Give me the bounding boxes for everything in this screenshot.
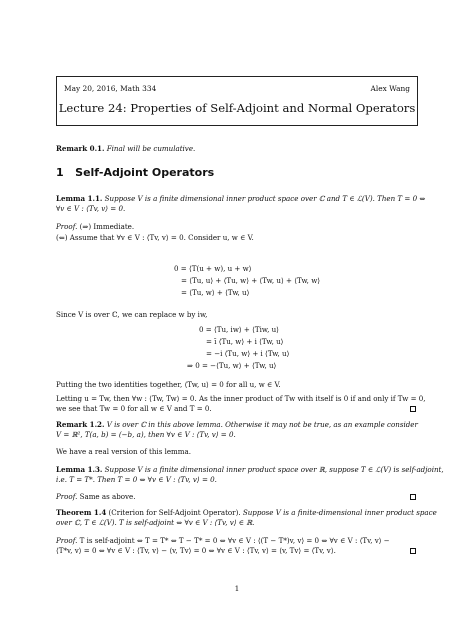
proof-1-line1 (56, 222, 134, 231)
proof-1-forward: (⇒) Immediate. (79, 222, 135, 231)
proof-1-line3: Since V is over ℂ, we can replace w by iw, (56, 310, 208, 319)
proof-3-text: T is self-adjoint ⇔ T = T* ⇔ T − T* = 0 ⇔ ∀v ∈ V : ⟨(T − T*)v, v⟩ = 0 ⇔ ∀v ∈ V : ⟨Tv, v⟩ − (79, 536, 390, 545)
proof-1-line4: Putting the two identities together, ⟨Tw, u⟩ = 0 for all u, w ∈ V. (56, 380, 281, 389)
page-number: 1 (234, 584, 240, 593)
lecture-title: Lecture 24: Properties of Self-Adjoint and Normal Operators (58, 101, 416, 115)
theorem-1-4-statement: Suppose V is a finite-dimensional inner product space (242, 508, 437, 517)
theorem-1-4-line2: over ℂ, T ∈ ℒ(V). T is self-adjoint ⇔ ∀v ∈ V : ⟨Tv, v⟩ ∈ ℝ. (56, 518, 255, 527)
lemma-1-1-line2: ∀v ∈ V : ⟨Tv, v⟩ = 0. (56, 204, 126, 213)
proof-3-label: Proof. (56, 536, 78, 545)
paragraph-real-version: We have a real version of this lemma. (56, 447, 191, 456)
proof-1-line2: (⇐) Assume that ∀v ∈ V : ⟨Tv, v⟩ = 0. Consider u, w ∈ V. (56, 233, 254, 242)
proof-1-label: Proof. (56, 222, 78, 231)
header-date-course: May 20, 2016, Math 334 (64, 84, 157, 93)
remark-1-2-text: V is over ℂ in this above lemma. Otherwise it may not be true, as an example consider (106, 420, 418, 429)
qed-symbol (410, 494, 416, 500)
remark-1-2-line1 (56, 420, 418, 429)
proof-2-label: Proof. (56, 492, 78, 501)
proof-2-text: Same as above. (79, 492, 136, 501)
remark-0-1 (56, 144, 195, 153)
proof-2 (56, 492, 136, 501)
lemma-1-3-line1 (56, 465, 444, 474)
equation-2-row3: = −i ⟨Tu, w⟩ + i ⟨Tw, u⟩ (206, 349, 290, 358)
proof-3-line2: ⟨T*v, v⟩ = 0 ⇔ ∀v ∈ V : ⟨Tv, v⟩ − ⟨v, Tv⟩ = 0 ⇔ ∀v ∈ V : ⟨Tv, v⟩ = ⟨v, Tv⟩ = ⟨Tv, v⟩. (56, 546, 336, 555)
equation-1-row1: 0 = ⟨T(u + w), u + w⟩ (174, 264, 252, 273)
section-title: Self-Adjoint Operators (75, 166, 215, 179)
qed-symbol (410, 548, 416, 554)
lemma-1-3-statement: Suppose V is a finite dimensional inner product space over ℝ, suppose T ∈ ℒ(V) is self-adjoint, (104, 465, 444, 474)
header-author: Alex Wang (370, 84, 410, 93)
proof-1-line5: Letting u = Tw, then ∀w : ⟨Tw, Tw⟩ = 0. As the inner product of Tw with itself is 0 if and only if Tw = 0, (56, 394, 426, 403)
section-heading (56, 166, 214, 179)
equation-1-row3: = ⟨Tu, w⟩ + ⟨Tw, u⟩ (181, 288, 250, 297)
theorem-1-4-label: Theorem 1.4 (56, 508, 107, 517)
remark-1-2-label: Remark 1.2. (56, 420, 105, 429)
qed-symbol (410, 406, 416, 412)
remark-0-1-text: Final will be cumulative. (106, 144, 196, 153)
lemma-1-1-label: Lemma 1.1. (56, 194, 103, 203)
section-number: 1 (56, 166, 64, 179)
equation-1-row2: = ⟨Tu, u⟩ + ⟨Tu, w⟩ + ⟨Tw, u⟩ + ⟨Tw, w⟩ (181, 276, 321, 285)
lecture-header-box (56, 76, 418, 126)
equation-2-row1: 0 = ⟨Tu, iw⟩ + ⟨Tiw, u⟩ (199, 325, 279, 334)
equation-2-row2: = ī ⟨Tu, w⟩ + i ⟨Tw, u⟩ (206, 337, 284, 346)
theorem-1-4-line1 (56, 508, 437, 517)
theorem-1-4-name: (Criterion for Self-Adjoint Operator). (108, 508, 241, 517)
proof-3-line1 (56, 536, 390, 545)
remark-0-1-label: Remark 0.1. (56, 144, 105, 153)
lemma-1-3-label: Lemma 1.3. (56, 465, 103, 474)
proof-1-line6: we see that Tw = 0 for all w ∈ V and T = 0. (56, 404, 212, 413)
lemma-1-1-statement: Suppose V is a finite dimensional inner product space over ℂ and T ∈ ℒ(V). Then T = 0 ⇔ (104, 194, 426, 203)
lemma-1-3-line2: i.e. T = T*. Then T = 0 ⇔ ∀v ∈ V : ⟨Tv, v⟩ = 0. (56, 475, 217, 484)
equation-2-row4: ⇒ 0 = −⟨Tu, w⟩ + ⟨Tw, u⟩ (187, 361, 277, 370)
lemma-1-1-line1 (56, 194, 425, 203)
remark-1-2-line2: V = ℝ², T(a, b) = (−b, a), then ∀v ∈ V : ⟨Tv, v⟩ = 0. (56, 430, 236, 439)
